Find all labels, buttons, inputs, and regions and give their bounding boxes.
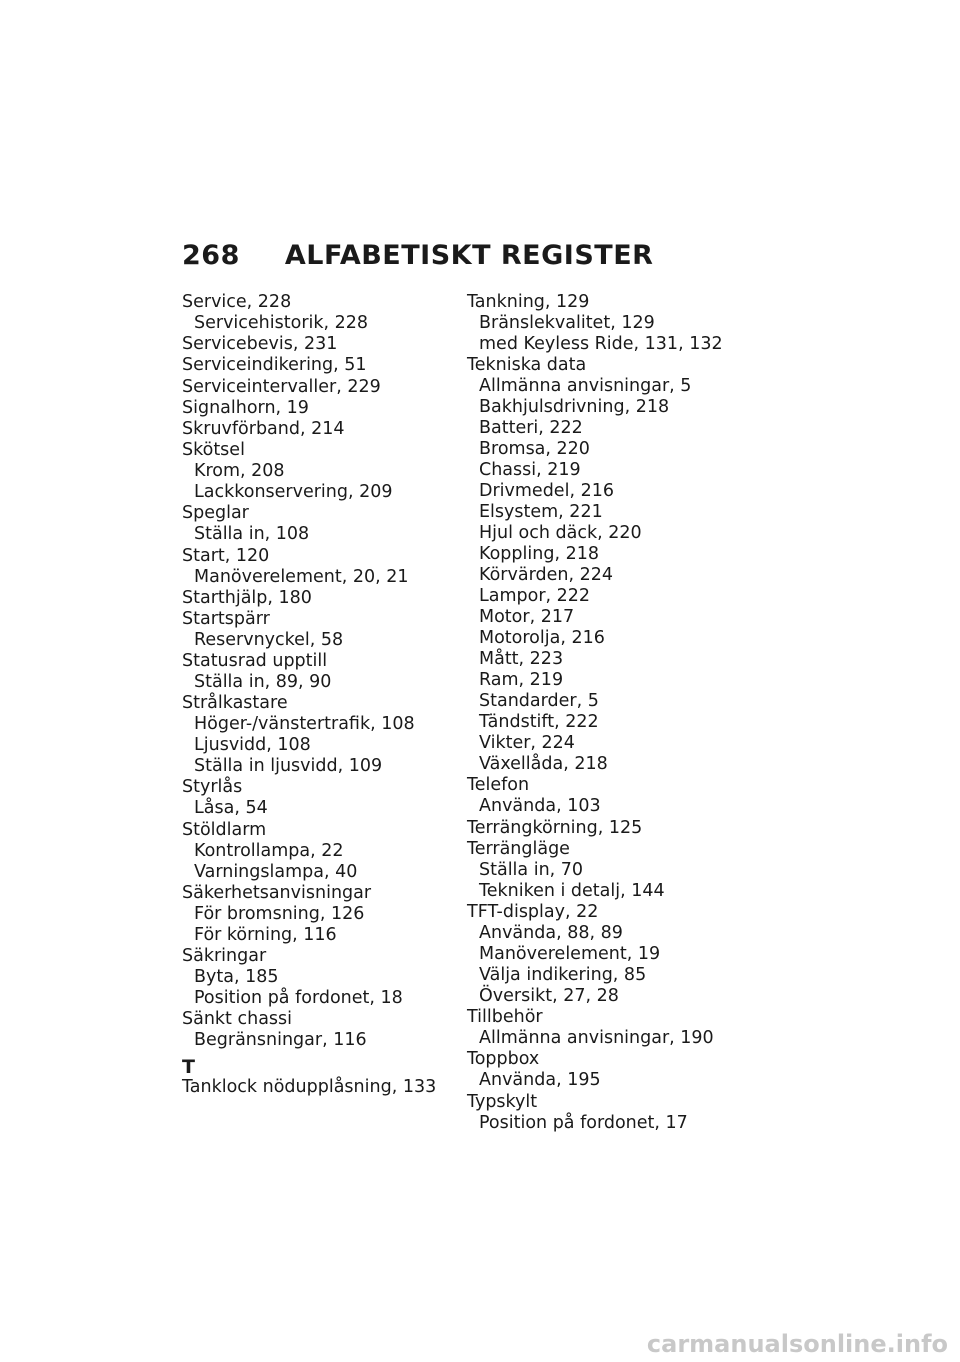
index-entry-term: Serviceintervaller, 229 — [182, 376, 381, 397]
index-subentry: Ställa in ljusvidd, 109 — [194, 756, 383, 777]
index-entry-term: Speglar — [182, 503, 249, 524]
index-entry — [467, 775, 757, 817]
index-subentry: Krom, 208 — [194, 461, 285, 482]
index-entry-term: Serviceindikering, 51 — [182, 355, 367, 376]
index-subentry: Chassi, 219 — [479, 460, 581, 481]
index-subentry: Ställa in, 108 — [194, 524, 310, 545]
index-subentry: Ljusvidd, 108 — [194, 735, 311, 756]
index-subentry: Byta, 185 — [194, 967, 279, 987]
index-subentry: Använda, 195 — [479, 1070, 601, 1091]
index-entry-term: Telefon — [467, 775, 530, 796]
index-subentry: Position på fordonet, 18 — [194, 988, 403, 1008]
index-subentry: Mått, 223 — [479, 649, 564, 670]
index-entry-term: Servicebevis, 231 — [182, 334, 338, 355]
page-title: ALFABETISKT REGISTER — [284, 240, 654, 271]
index-entry — [182, 693, 472, 777]
index-subentry: Standarder, 5 — [479, 691, 599, 712]
index-subentry: Välja indikering, 85 — [479, 964, 647, 985]
letter-heading: T — [182, 1056, 195, 1079]
index-subentry: Allmänna anvisningar, 190 — [479, 1028, 714, 1049]
index-column-right — [467, 292, 757, 1134]
index-entry — [182, 503, 472, 545]
index-entry-term: Service, 228 — [182, 292, 292, 312]
index-subentry: Motorolja, 216 — [479, 628, 605, 649]
index-entry — [182, 419, 472, 440]
index-subentry: Vikter, 224 — [479, 733, 575, 754]
index-subentry: Ställa in, 70 — [479, 859, 584, 880]
index-subentry: Reservnyckel, 58 — [194, 629, 344, 650]
index-entry-term: Toppbox — [467, 1049, 540, 1070]
index-subentry: Servicehistorik, 228 — [194, 313, 369, 333]
index-entry — [467, 839, 757, 902]
index-entry-term: Statusrad upptill — [182, 651, 328, 672]
index-entry — [182, 398, 472, 419]
index-subentry: Manöverelement, 20, 21 — [194, 566, 409, 587]
index-entry-term: Tillbehör — [467, 1007, 543, 1028]
index-entry-term: Start, 120 — [182, 545, 270, 566]
index-entry — [467, 1092, 757, 1134]
index-entry — [182, 334, 472, 355]
index-entry — [182, 651, 472, 693]
index-entry — [182, 1009, 472, 1051]
index-subentry: Använda, 88, 89 — [479, 922, 623, 943]
index-entry — [182, 546, 472, 588]
index-subentry: Manöverelement, 19 — [479, 943, 661, 964]
index-entry-term: Tekniska data — [467, 355, 587, 376]
index-subentry: Hjul och däck, 220 — [479, 523, 642, 544]
index-subentry: Låsa, 54 — [194, 798, 268, 819]
index-entry — [182, 777, 472, 819]
index-entry — [182, 883, 472, 946]
index-subentry: Elsystem, 221 — [479, 502, 603, 523]
index-subentry: Översikt, 27, 28 — [479, 985, 619, 1006]
index-subentry: Koppling, 218 — [479, 544, 599, 565]
index-subentry: Varningslampa, 40 — [194, 861, 358, 882]
index-entry — [182, 292, 472, 334]
index-subentry: Ram, 219 — [479, 670, 564, 691]
index-entry-term: Tanklock nödupplåsning, 133 — [182, 1077, 437, 1098]
index-entry — [182, 1077, 472, 1098]
index-entry-term: Starthjälp, 180 — [182, 587, 312, 608]
index-subentry: Körvärden, 224 — [479, 565, 613, 586]
index-subentry: Begränsningar, 116 — [194, 1030, 367, 1051]
index-entry-term: Stöldlarm — [182, 819, 267, 840]
index-entry — [182, 609, 472, 651]
index-subentry: Lackkonservering, 209 — [194, 482, 393, 503]
index-subentry: Kontrollampa, 22 — [194, 840, 344, 861]
index-entry — [182, 946, 472, 1009]
index-subentry: Motor, 217 — [479, 607, 575, 628]
index-subentry: Bränslekvalitet, 129 — [479, 313, 655, 333]
index-subentry: Position på fordonet, 17 — [479, 1112, 688, 1133]
index-entry — [182, 355, 472, 376]
index-entry — [467, 1007, 757, 1049]
page-header — [182, 240, 653, 271]
index-entry — [467, 292, 757, 355]
index-entry — [182, 440, 472, 503]
index-subentry: Bromsa, 220 — [479, 439, 590, 460]
index-entry-term: Tankning, 129 — [467, 292, 590, 312]
index-subentry: Allmänna anvisningar, 5 — [479, 376, 692, 397]
index-entry-term: Terrängkörning, 125 — [467, 817, 643, 838]
index-entry-term: Säkerhetsanvisningar — [182, 882, 372, 903]
index-entry — [467, 1049, 757, 1091]
index-entry-term: Sänkt chassi — [182, 1009, 293, 1030]
index-subentry: Tekniken i detalj, 144 — [479, 880, 665, 901]
index-entry-term: Skötsel — [182, 440, 245, 461]
page-number: 268 — [182, 240, 240, 271]
index-subentry: För körning, 116 — [194, 924, 337, 945]
index-subentry: Ställa in, 89, 90 — [194, 672, 332, 693]
index-subentry: Använda, 103 — [479, 796, 601, 817]
index-subentry: Bakhjulsdrivning, 218 — [479, 397, 670, 418]
index-entry — [182, 377, 472, 398]
index-subentry: För bromsning, 126 — [194, 903, 365, 924]
index-entry-term: TFT-display, 22 — [467, 901, 599, 922]
index-entry — [467, 355, 757, 775]
index-entry-term: Terrängläge — [467, 838, 570, 859]
index-entry-term: Säkringar — [182, 946, 267, 966]
index-entry — [182, 588, 472, 609]
index-subentry: Lampor, 222 — [479, 586, 591, 607]
index-entry — [467, 818, 757, 839]
index-subentry: Tändstift, 222 — [479, 712, 599, 733]
index-entry-term: Signalhorn, 19 — [182, 397, 309, 418]
index-subentry: med Keyless Ride, 131, 132 — [479, 334, 723, 354]
index-subentry: Batteri, 222 — [479, 418, 583, 439]
index-column-left — [182, 292, 472, 1098]
index-entry-term: Skruvförband, 214 — [182, 418, 345, 439]
index-entry-term: Strålkastare — [182, 693, 288, 714]
index-subentry: Växellåda, 218 — [479, 754, 608, 775]
index-entry-term: Styrlås — [182, 777, 243, 798]
watermark: carmanualsonline.info — [646, 1330, 948, 1358]
index-entry — [182, 820, 472, 883]
index-entry-term: Typskylt — [467, 1091, 538, 1112]
index-entry-term: Startspärr — [182, 608, 270, 629]
index-subentry: Höger-/vänstertrafik, 108 — [194, 714, 415, 735]
index-subentry: Drivmedel, 216 — [479, 481, 614, 502]
index-entry — [467, 902, 757, 1007]
